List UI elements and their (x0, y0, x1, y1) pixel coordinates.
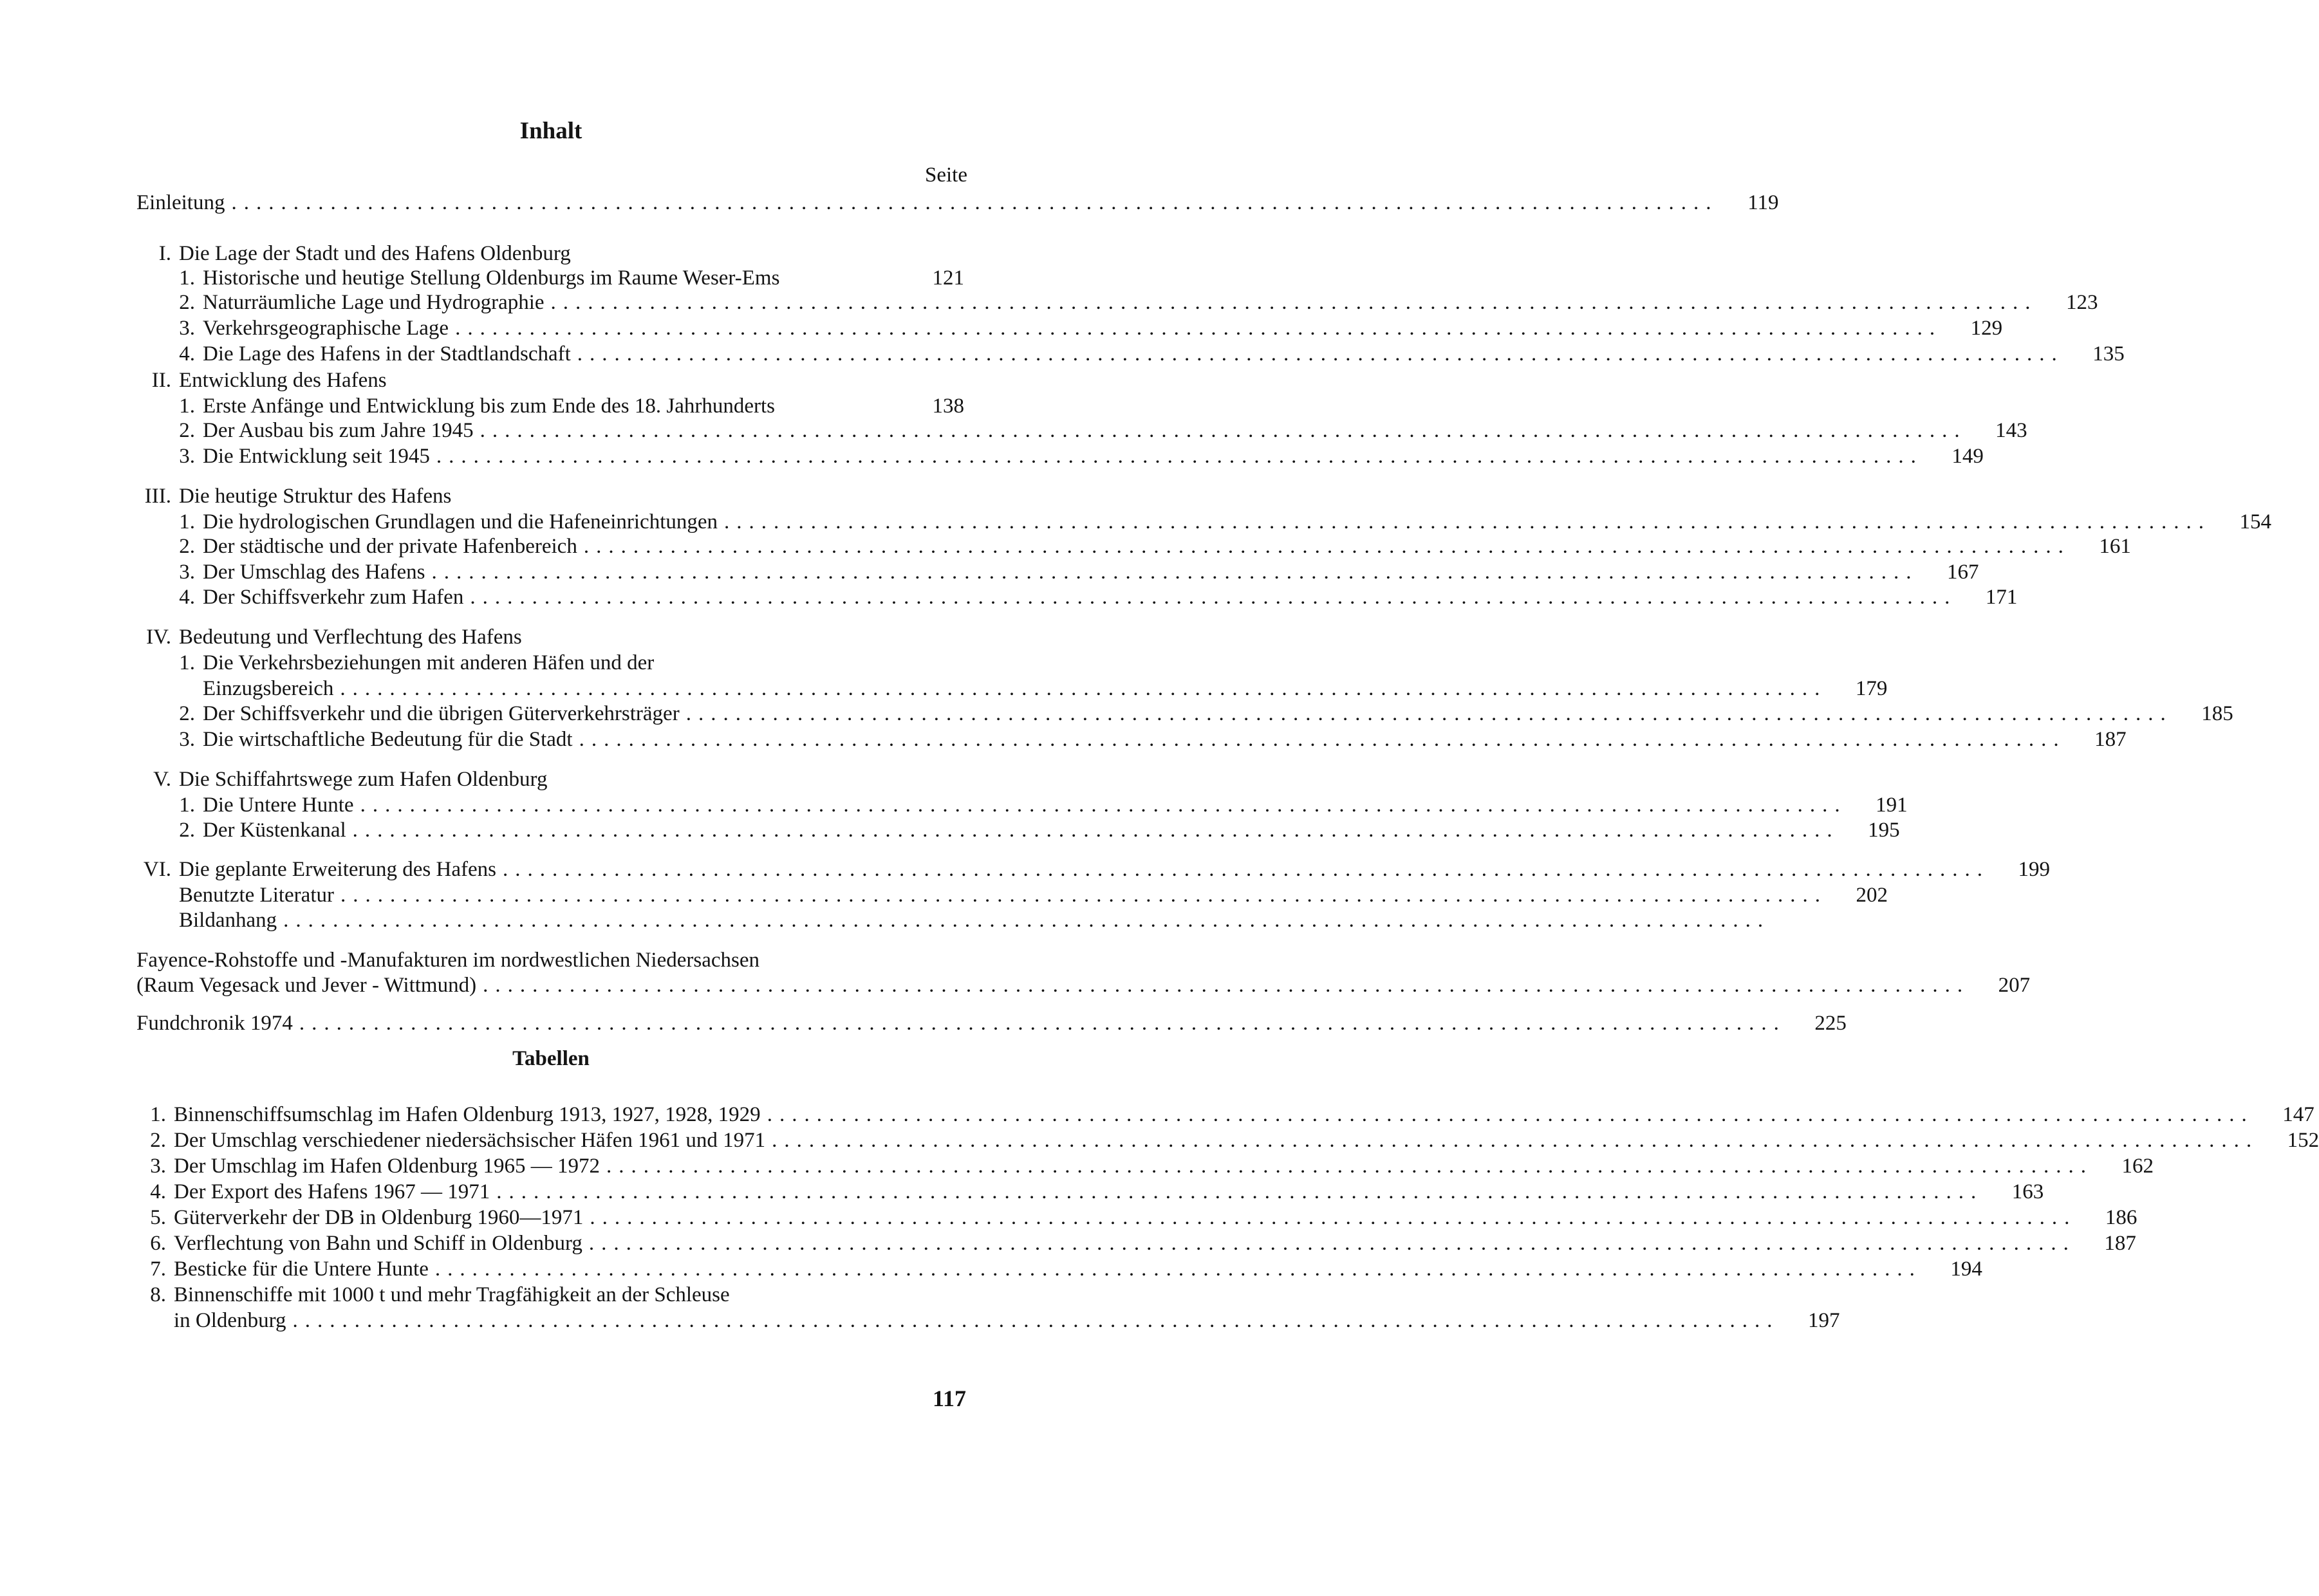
toc-title: Die Entwicklung seit 1945 (203, 445, 430, 468)
toc-page-number: 161 (2099, 535, 2131, 558)
toc-entry (137, 907, 1771, 933)
toc-title: Naturräumliche Lage und Hydrographie (203, 291, 545, 314)
toc-page-number: 129 (1970, 317, 2003, 340)
toc-title: Die Untere Hunte (203, 793, 354, 817)
toc-entry (171, 534, 2131, 559)
table-page-number: 187 (2104, 1232, 2136, 1255)
toc-title: Der Umschlag des Hafens (203, 561, 425, 584)
toc-entry (171, 393, 964, 419)
toc-leader-dots: ........................................................................................................................ (283, 909, 1771, 932)
toc-page-number: 135 (2092, 342, 2125, 366)
table-page-number: 186 (2105, 1206, 2137, 1229)
table-page-number: 197 (1807, 1309, 1840, 1332)
toc-number: 3. (179, 317, 195, 340)
table-page-number: 194 (1950, 1257, 1982, 1281)
table-page-number: 162 (2121, 1155, 2154, 1178)
table-number: 2. (150, 1129, 166, 1152)
toc-leader-dots: ........................................................................................................................ (231, 191, 1718, 214)
toc-page-number: 225 (1814, 1012, 1847, 1035)
toc-entry (171, 315, 2003, 341)
table-page-number: 147 (2282, 1103, 2314, 1126)
table-leader-dots: ........................................................................................................................ (606, 1155, 2094, 1178)
table-number: 8. (150, 1283, 166, 1306)
toc-leader-dots: ........................................................................................................................ (483, 974, 1970, 997)
toc-leader-dots: ........................................................................................................................ (579, 728, 2066, 751)
toc-number: 1. (179, 266, 195, 290)
toc-entry (137, 857, 2050, 882)
toc-title: Der Schiffsverkehr zum Hafen (203, 586, 464, 609)
toc-page-number: 187 (2094, 728, 2127, 751)
toc-title: Die hydrologischen Grundlagen und die Hafeneinrichtungen (203, 510, 718, 534)
toc-number: III. (144, 485, 171, 508)
table-number: 6. (150, 1232, 166, 1255)
table-entry (136, 1256, 1982, 1282)
toc-leader-dots: ........................................................................................................................ (299, 1012, 1786, 1035)
toc-leader-dots: ........................................................................................................................ (455, 317, 1942, 340)
toc-leader-dots: ........................................................................................................................ (352, 819, 1839, 842)
toc-entry (137, 882, 1888, 908)
toc-page-number: 167 (1946, 561, 1979, 584)
toc-title: Benutzte Literatur (179, 884, 334, 907)
table-leader-dots: ........................................................................................................................ (588, 1232, 2076, 1255)
table-title: in Oldenburg (174, 1309, 286, 1332)
toc-entry (171, 650, 964, 676)
toc-title: Die wirtschaftliche Bedeutung für die Stadt (203, 728, 573, 751)
toc-number: 1. (179, 793, 195, 817)
toc-title: Die heutige Struktur des Hafens (179, 485, 452, 508)
table-leader-dots: ........................................................................................................................ (292, 1309, 1780, 1332)
toc-number: 1. (179, 651, 195, 674)
table-leader-dots: ........................................................................................................................ (434, 1257, 1922, 1281)
table-number: 4. (150, 1180, 166, 1203)
toc-title: Einzugsbereich (203, 677, 334, 700)
toc-page-number: 195 (1868, 819, 1900, 842)
toc-number: 2. (179, 419, 195, 442)
toc-number: IV. (146, 626, 171, 649)
table-title: Binnenschiffe mit 1000 t und mehr Tragfähigkeit an der Schleuse (174, 1283, 730, 1306)
toc-title: Der städtische und der private Hafenbereich (203, 535, 577, 558)
toc-page-number: 185 (2201, 702, 2233, 725)
toc-number: 4. (179, 586, 195, 609)
table-entry (136, 1127, 2319, 1153)
toc-leader-dots: ........................................................................................................................ (480, 419, 1967, 442)
table-page-number: 152 (2287, 1129, 2319, 1152)
toc-page-number: 207 (1998, 974, 2031, 997)
table-title: Verflechtung von Bahn und Schiff in Oldenburg (174, 1232, 582, 1255)
toc-title: Entwicklung des Hafens (179, 369, 387, 392)
toc-entry (171, 290, 2098, 315)
table-entry (136, 1282, 964, 1308)
toc-title: Die Lage der Stadt und des Hafens Oldenburg (179, 242, 571, 265)
toc-page-number: 171 (1985, 586, 2018, 609)
toc-entry (137, 624, 964, 650)
toc-leader-dots: ........................................................................................................................ (577, 342, 2064, 366)
toc-number: II. (151, 369, 171, 392)
toc-page-number: 123 (2066, 291, 2098, 314)
table-number: 7. (150, 1257, 166, 1281)
toc-entry (171, 727, 2127, 752)
table-entry (136, 1308, 1840, 1333)
toc-title: Erste Anfänge und Entwicklung bis zum Ende des 18. Jahrhunderts (203, 394, 775, 418)
toc-entry (171, 509, 2272, 535)
toc-title: Fayence-Rohstoffe und -Manufakturen im nordwestlichen Niedersachsen (136, 949, 760, 972)
toc-entry (137, 766, 964, 792)
toc-number: V. (153, 768, 171, 791)
toc-number: 3. (179, 728, 195, 751)
toc-leader-dots: ........................................................................................................................ (436, 445, 1923, 468)
toc-leader-dots: ........................................................................................................................ (583, 535, 2071, 558)
toc-title: Der Ausbau bis zum Jahre 1945 (203, 419, 474, 442)
toc-leader-dots: ........................................................................................................................ (550, 291, 2038, 314)
toc-title: Bedeutung und Verflechtung des Hafens (179, 626, 522, 649)
table-title: Der Umschlag im Hafen Oldenburg 1965 — 1972 (174, 1155, 601, 1178)
toc-page-number: 119 (1747, 191, 1779, 214)
toc-title: Fundchronik 1974 (136, 1012, 293, 1035)
table-entry (136, 1179, 2044, 1205)
table-leader-dots: ........................................................................................................................ (772, 1129, 2259, 1152)
tables-heading: Tabellen (512, 1047, 590, 1070)
toc-entry (171, 341, 2125, 367)
toc-entry (136, 947, 964, 973)
toc-page-number: 179 (1855, 677, 1888, 700)
table-entry (136, 1230, 2136, 1256)
table-number: 3. (150, 1155, 166, 1178)
toc-entry (137, 367, 964, 393)
table-title: Der Export des Hafens 1967 — 1971 (174, 1180, 490, 1203)
table-number: 1. (150, 1103, 166, 1126)
toc-entry (171, 701, 2233, 727)
toc-title: Die Lage des Hafens in der Stadtlandschaft (203, 342, 571, 366)
seite-column-label: Seite (925, 163, 967, 187)
toc-title: Der Schiffsverkehr und die übrigen Güterverkehrsträger (203, 702, 680, 725)
toc-number: 2. (179, 702, 195, 725)
toc-number: 2. (179, 819, 195, 842)
toc-title: (Raum Vegesack und Jever - Wittmund) (136, 974, 477, 997)
toc-number: I. (158, 242, 171, 265)
toc-leader-dots: ........................................................................................................................ (502, 858, 1989, 881)
toc-number: 1. (179, 510, 195, 534)
toc-number: 1. (179, 394, 195, 418)
toc-leader-dots: ........................................................................................................................ (340, 884, 1827, 907)
toc-leader-dots: ........................................................................................................................ (685, 702, 2173, 725)
toc-number: 2. (179, 535, 195, 558)
toc-leader-dots: ........................................................................................................................ (724, 510, 2212, 534)
toc-title: Die geplante Erweiterung des Hafens (179, 858, 496, 881)
table-entry (136, 1205, 2137, 1230)
toc-page-number: 138 (932, 394, 964, 418)
toc-entry (171, 676, 1888, 701)
toc-page-number: 143 (1995, 419, 2027, 442)
toc-page-number: 191 (1876, 793, 1908, 817)
toc-entry (136, 190, 1779, 216)
toc-title: Die Verkehrsbeziehungen mit anderen Häfen und der (203, 651, 655, 674)
table-number: 5. (150, 1206, 166, 1229)
toc-leader-dots: ........................................................................................................................ (340, 677, 1827, 700)
toc-leader-dots: ........................................................................................................................ (470, 586, 1957, 609)
toc-title: Einleitung (136, 191, 225, 214)
toc-title: Historische und heutige Stellung Oldenburgs im Raume Weser-Ems (203, 266, 780, 290)
toc-page-number: 121 (932, 266, 964, 290)
toc-entry (136, 972, 2031, 998)
table-title: Güterverkehr der DB in Oldenburg 1960—1971 (174, 1206, 584, 1229)
toc-title: Verkehrsgeographische Lage (203, 317, 449, 340)
page-number: 117 (932, 1386, 966, 1411)
toc-page-number: 199 (2018, 858, 2050, 881)
toc-page-number: 202 (1856, 884, 1888, 907)
toc-entry (171, 792, 1908, 818)
toc-entry (171, 559, 1979, 585)
table-entry (136, 1153, 2154, 1179)
toc-number: 3. (179, 445, 195, 468)
toc-entry (171, 418, 2027, 443)
table-leader-dots: ........................................................................................................................ (496, 1180, 1984, 1203)
table-leader-dots: ........................................................................................................................ (590, 1206, 2077, 1229)
toc-title: Bildanhang (179, 909, 277, 932)
toc-entry (171, 584, 2018, 610)
toc-entry (136, 1010, 1847, 1036)
table-title: Der Umschlag verschiedener niedersächsischer Häfen 1961 und 1971 (174, 1129, 766, 1152)
toc-title: Die Schiffahrtswege zum Hafen Oldenburg (179, 768, 548, 791)
table-title: Binnenschiffsumschlag im Hafen Oldenburg 1913, 1927, 1928, 1929 (174, 1103, 761, 1126)
toc-page-number: 154 (2239, 510, 2272, 534)
toc-leader-dots: ........................................................................................................................ (360, 793, 1847, 817)
page-title: Inhalt (519, 118, 582, 144)
toc-number: 3. (179, 561, 195, 584)
table-page-number: 163 (2011, 1180, 2044, 1203)
table-title: Besticke für die Untere Hunte (174, 1257, 429, 1281)
table-leader-dots: ........................................................................................................................ (767, 1103, 2254, 1126)
toc-entry (171, 265, 964, 291)
toc-number: 2. (179, 291, 195, 314)
table-entry (136, 1102, 2314, 1127)
toc-entry (137, 483, 964, 509)
toc-page-number: 149 (1951, 445, 1984, 468)
toc-entry (171, 817, 1900, 843)
toc-number: 4. (179, 342, 195, 366)
toc-title: Der Küstenkanal (203, 819, 346, 842)
toc-leader-dots: ........................................................................................................................ (431, 561, 1919, 584)
toc-entry (171, 443, 1984, 469)
toc-entry (137, 241, 964, 266)
toc-number: VI. (143, 858, 171, 881)
